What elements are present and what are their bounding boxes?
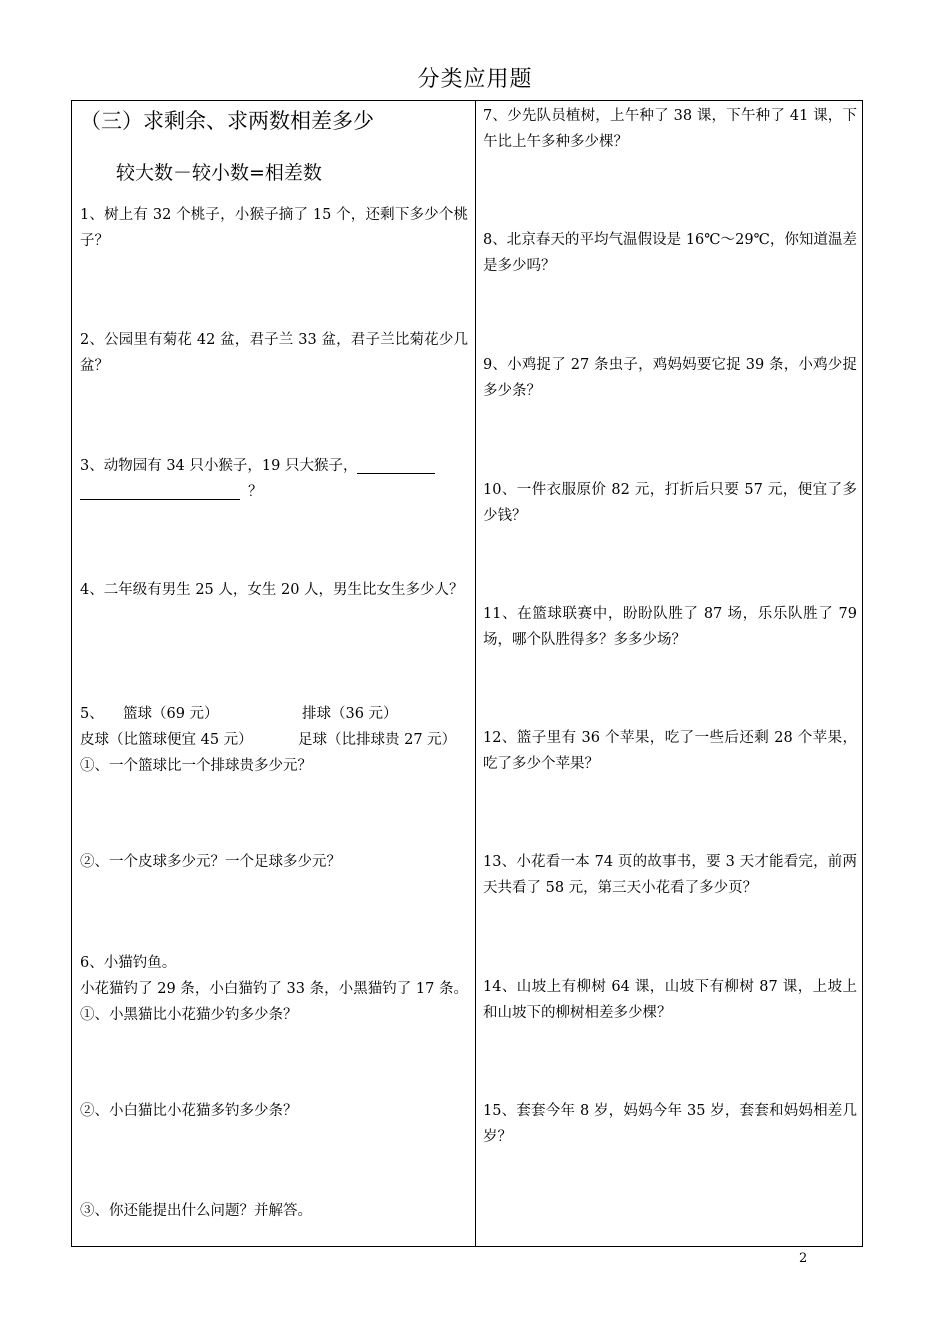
question-4: 4、二年级有男生 25 人，女生 20 人，男生比女生多少人？ bbox=[80, 582, 464, 598]
question-6-intro: 6、小猫钓鱼。 bbox=[80, 955, 177, 971]
answer-blank-1[interactable] bbox=[357, 455, 435, 474]
worksheet-table bbox=[71, 100, 863, 1247]
question-14: 14、山坡上有柳树 64 课，山坡下有柳树 87 课，上坡上和山坡下的柳树相差多少棵？ bbox=[483, 979, 857, 1021]
volleyball-price: 排球（36 元） bbox=[302, 706, 398, 722]
page-number: 2 bbox=[799, 1251, 808, 1266]
question-5-sub-1: ①、一个篮球比一个排球贵多少元？ bbox=[80, 758, 312, 774]
question-1: 1、树上有 32 个桃子，小猴子摘了 15 个，还剩下多少个桃子？ bbox=[80, 207, 468, 249]
leather-ball-price: 皮球（比篮球便宜 45 元） bbox=[80, 732, 253, 748]
question-6-sub-2: ②、小白猫比小花猫多钓多少条？ bbox=[80, 1103, 298, 1119]
column-divider bbox=[475, 101, 476, 1246]
question-11: 11、在篮球联赛中，盼盼队胜了 87 场，乐乐队胜了 79 场，哪个队胜得多？多多少场？ bbox=[483, 606, 857, 648]
section-heading: （三）求剩余、求两数相差多少 bbox=[80, 109, 374, 133]
question-3 bbox=[80, 453, 468, 505]
question-5-sub-2: ②、一个皮球多少元？一个足球多少元？ bbox=[80, 854, 341, 870]
football-price: 足球（比排球贵 27 元） bbox=[298, 732, 457, 748]
basketball-price: 篮球（69 元） bbox=[123, 706, 219, 722]
question-5 bbox=[80, 701, 468, 779]
question-6-text: 小花猫钓了 29 条，小白猫钓了 33 条，小黑猫钓了 17 条。①、小黑猫比小花猫少钓多少条？ bbox=[80, 981, 468, 1023]
question-3-text: 3、动物园有 34 只小猴子，19 只大猴子， bbox=[80, 458, 358, 474]
question-12: 12、篮子里有 36 个苹果，吃了一些后还剩 28 个苹果，吃了多少个苹果？ bbox=[483, 730, 857, 772]
answer-blank-2[interactable] bbox=[80, 481, 240, 500]
question-6-sub-3: ③、你还能提出什么问题？并解答。 bbox=[80, 1203, 312, 1219]
question-9: 9、小鸡捉了 27 条虫子，鸡妈妈要它捉 39 条，小鸡少捉多少条？ bbox=[483, 357, 857, 399]
question-8: 8、北京春天的平均气温假设是 16℃～29℃，你知道温差是多少吗？ bbox=[483, 232, 857, 274]
question-5-number: 5、 bbox=[80, 706, 104, 722]
question-7: 7、少先队员植树，上午种了 38 课，下午种了 41 课，下午比上午多种多少棵？ bbox=[483, 108, 857, 150]
question-6 bbox=[80, 950, 468, 1028]
page-title: 分类应用题 bbox=[417, 67, 533, 92]
question-2: 2、公园里有菊花 42 盆，君子兰 33 盆，君子兰比菊花少几盆？ bbox=[80, 332, 468, 374]
question-10: 10、一件衣服原价 82 元，打折后只要 57 元，便宜了多少钱？ bbox=[483, 482, 857, 524]
formula: 较大数－较小数=相差数 bbox=[116, 162, 322, 184]
question-13: 13、小花看一本 74 页的故事书，要 3 天才能看完，前两天共看了 58 元，第三天小花看了多少页？ bbox=[483, 854, 857, 896]
question-3-mark: ？ bbox=[248, 484, 263, 500]
question-15: 15、套套今年 8 岁，妈妈今年 35 岁，套套和妈妈相差几岁？ bbox=[483, 1103, 857, 1145]
